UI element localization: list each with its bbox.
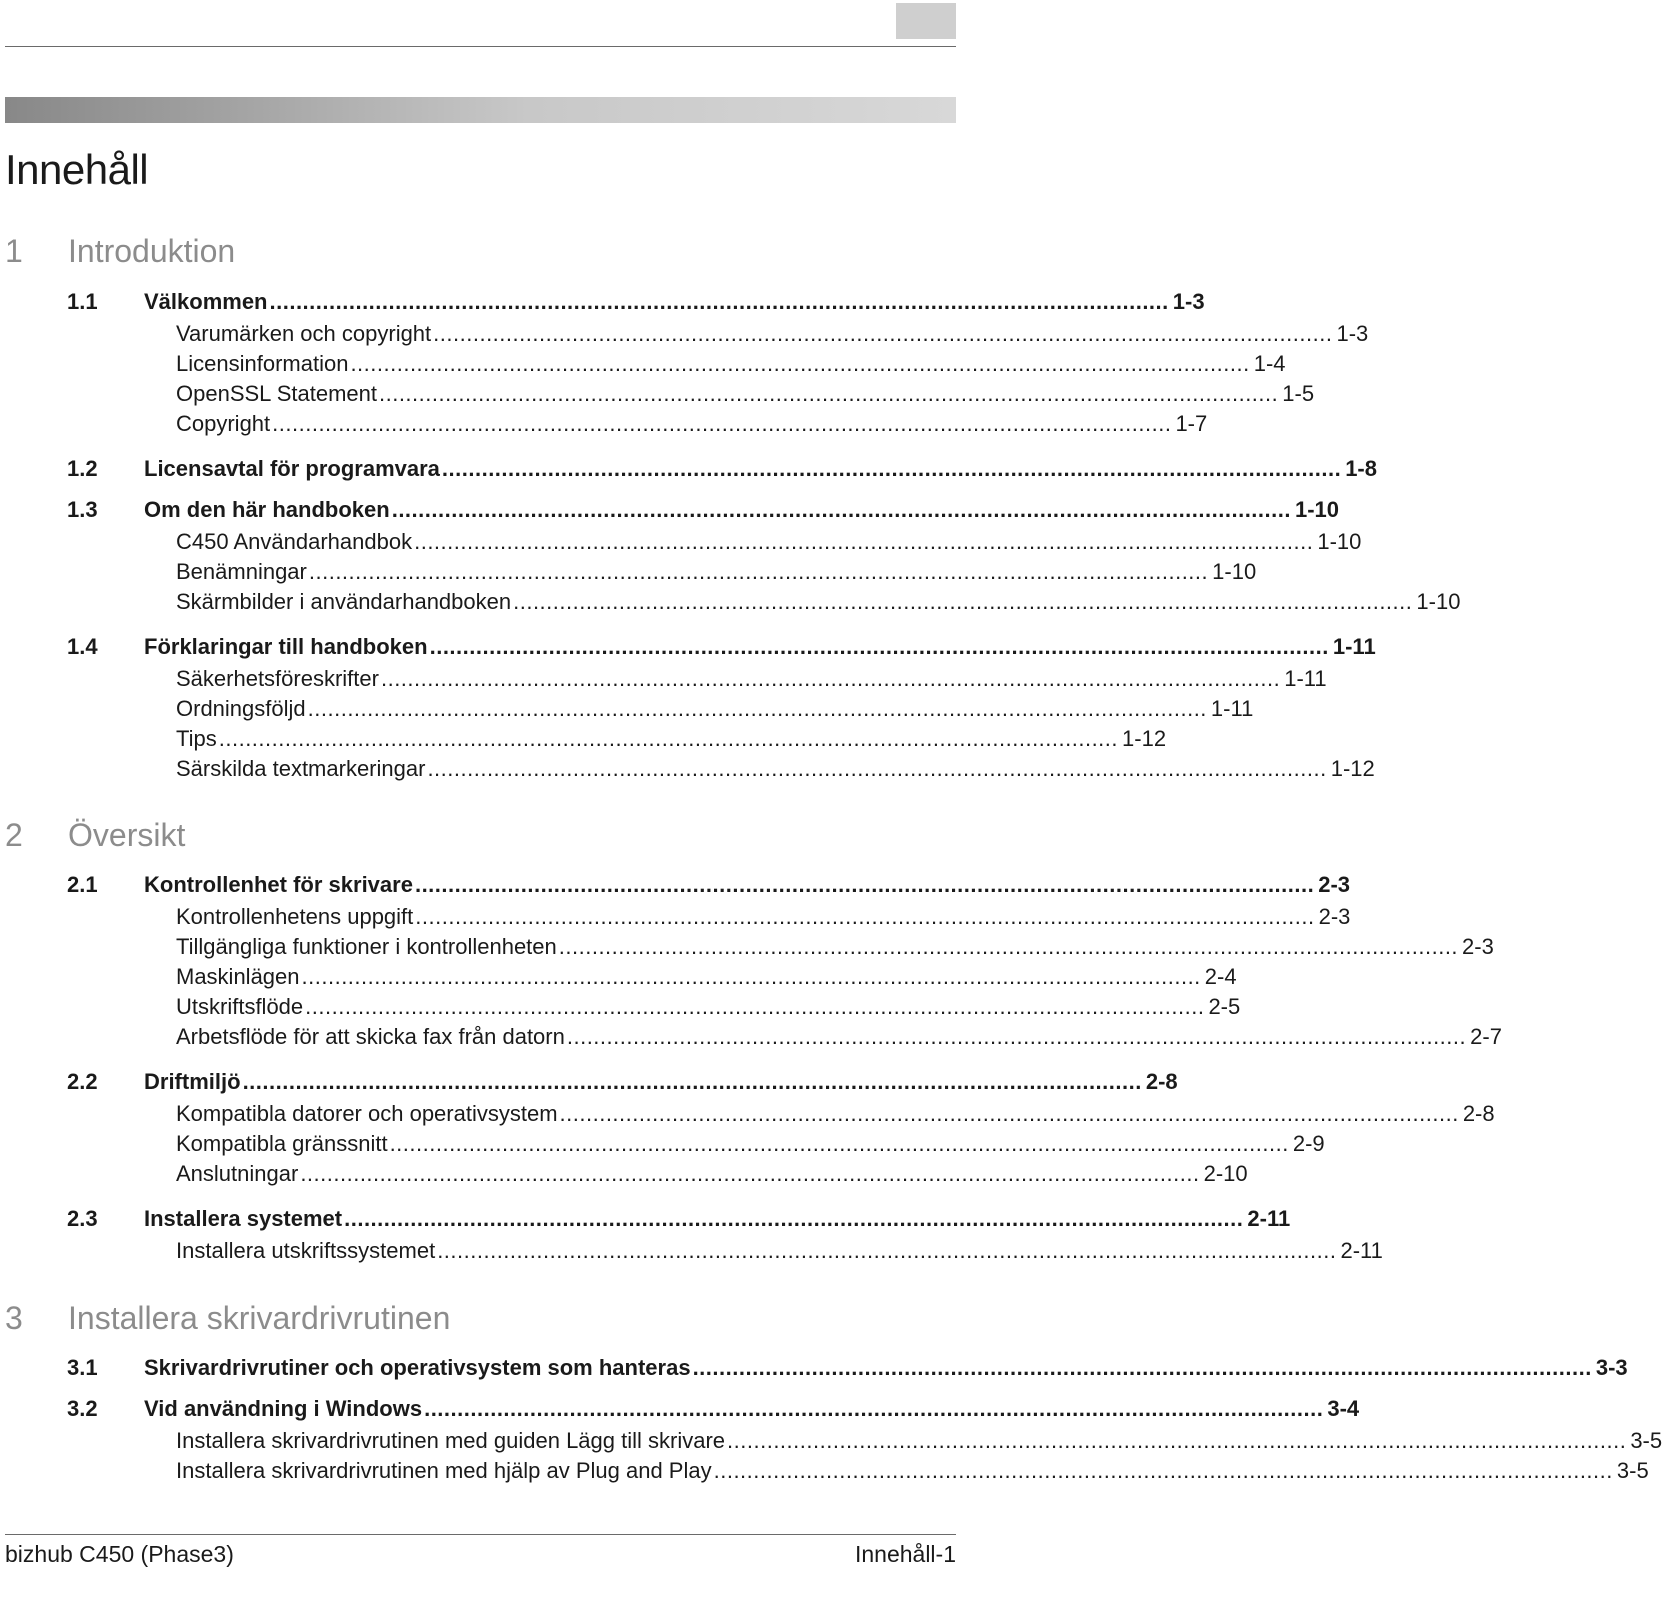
subsection-title: Kompatibla gränssnitt: [176, 1131, 388, 1156]
dot-leader: ........................................................................................................................................: [300, 1161, 1200, 1186]
toc-subsection-entry[interactable]: [176, 558, 1257, 586]
dot-leader: ........................................................................................................................................: [307, 696, 1207, 721]
section-title: Förklaringar till handboken: [144, 634, 428, 659]
toc-subsection-entry[interactable]: [176, 588, 1461, 616]
subsection-title: Utskriftsflöde: [176, 994, 304, 1019]
chapter-title: Introduktion: [68, 233, 236, 269]
subsection-title: Tips: [176, 726, 217, 751]
subsection-title: C450 Användarhandbok: [176, 529, 413, 554]
dot-leader: ........................................................................................................................................: [433, 321, 1333, 346]
page-number: 1-12: [1122, 726, 1167, 751]
toc-subsection-entry[interactable]: [176, 410, 1208, 438]
footer-page-number: Innehåll-1: [854, 1541, 956, 1567]
dot-leader: ........................................................................................................................................: [429, 634, 1329, 659]
page-number: 2-11: [1247, 1206, 1291, 1231]
page-number: 1-11: [1284, 666, 1327, 691]
dot-leader: ........................................................................................................................................: [558, 934, 1459, 959]
section-number: 2.3: [67, 1206, 98, 1231]
subsection-title: Skärmbilder i användarhandboken: [176, 589, 512, 614]
dot-leader: ........................................................................................................................................: [437, 1238, 1337, 1263]
dot-leader: ........................................................................................................................................: [272, 411, 1172, 436]
toc-section-entry[interactable]: [67, 496, 1340, 524]
toc-section-entry[interactable]: [67, 1068, 1178, 1096]
chapter-number: 2: [5, 817, 23, 853]
dot-leader: ........................................................................................................................................: [559, 1101, 1459, 1126]
page-number: 3-4: [1327, 1396, 1360, 1421]
section-number: 2.2: [67, 1069, 98, 1094]
dot-leader: ........................................................................................................................................: [218, 726, 1119, 751]
dot-leader: ........................................................................................................................................: [350, 351, 1250, 376]
toc-subsection-entry[interactable]: [176, 1160, 1248, 1188]
toc-section-entry[interactable]: [67, 455, 1377, 483]
chapter-number: 3: [5, 1300, 23, 1336]
page-number: 2-4: [1204, 964, 1237, 989]
page-number: 2-9: [1292, 1131, 1325, 1156]
toc-subsection-entry[interactable]: [176, 933, 1494, 961]
dot-leader: ........................................................................................................................................: [414, 529, 1314, 554]
subsection-title: OpenSSL Statement: [176, 381, 377, 406]
chapter-title: Översikt: [68, 817, 186, 853]
toc-subsection-entry[interactable]: [176, 755, 1375, 783]
subsection-title: Maskinlägen: [176, 964, 300, 989]
page-number: 2-3: [1462, 934, 1494, 959]
chapter-heading: [5, 815, 185, 855]
dot-leader: ........................................................................................................................................: [389, 1131, 1289, 1156]
page-number: 1-3: [1172, 289, 1205, 314]
dot-leader: ........................................................................................................................................: [380, 666, 1281, 691]
toc-section-entry[interactable]: [67, 288, 1205, 316]
page-number: 1-10: [1416, 589, 1461, 614]
subsection-title: Anslutningar: [176, 1161, 299, 1186]
dot-leader: ........................................................................................................................................: [301, 964, 1201, 989]
section-title: Kontrollenhet för skrivare: [144, 872, 413, 897]
toc-subsection-entry[interactable]: [176, 350, 1286, 378]
dot-leader: ........................................................................................................................................: [441, 456, 1342, 481]
dot-leader: ........................................................................................................................................: [414, 872, 1315, 897]
page-number: 3-5: [1616, 1458, 1649, 1483]
toc-subsection-entry[interactable]: [176, 695, 1254, 723]
toc-section-entry[interactable]: [67, 871, 1351, 899]
chapter-heading: [5, 1298, 450, 1338]
page-number: 2-10: [1203, 1161, 1248, 1186]
section-number: 1.2: [67, 456, 98, 481]
toc-subsection-entry[interactable]: [176, 725, 1167, 753]
toc-subsection-entry[interactable]: [176, 1457, 1649, 1485]
subsection-title: Installera utskriftssystemet: [176, 1238, 436, 1263]
dot-leader: ........................................................................................................................................: [308, 559, 1209, 584]
section-title: Driftmiljö: [144, 1069, 241, 1094]
page-number: 1-7: [1175, 411, 1208, 436]
section-title: Vid användning i Windows: [144, 1396, 423, 1421]
page-title: Innehåll: [5, 146, 149, 193]
page-number: 1-10: [1294, 497, 1340, 522]
toc-subsection-entry[interactable]: [176, 380, 1315, 408]
toc-subsection-entry[interactable]: [176, 903, 1351, 931]
dot-leader: ........................................................................................................................................: [344, 1206, 1244, 1231]
dot-leader: ........................................................................................................................................: [692, 1355, 1592, 1380]
section-number: 1.3: [67, 497, 98, 522]
chapter-title: Installera skrivardrivrutinen: [68, 1300, 451, 1336]
section-title: Välkommen: [144, 289, 268, 314]
page-number: 2-3: [1318, 904, 1351, 929]
page-number: 1-11: [1332, 634, 1376, 659]
page-number: 2-11: [1340, 1238, 1383, 1263]
page-number: 1-5: [1282, 381, 1315, 406]
subsection-title: Copyright: [176, 411, 271, 436]
page-number: 2-7: [1470, 1024, 1502, 1049]
toc-subsection-entry[interactable]: [176, 993, 1241, 1021]
page-number: 1-4: [1253, 351, 1286, 376]
chapter-heading: [5, 231, 235, 271]
section-title: Om den här handboken: [144, 497, 390, 522]
page-number: 1-10: [1317, 529, 1362, 554]
dot-leader: ........................................................................................................................................: [566, 1024, 1467, 1049]
dot-leader: ........................................................................................................................................: [269, 289, 1169, 314]
subsection-title: Säkerhetsföreskrifter: [176, 666, 379, 691]
subsection-title: Arbetsflöde för att skicka fax från datorn: [176, 1024, 565, 1049]
toc-section-entry[interactable]: [67, 1205, 1291, 1233]
dot-leader: ........................................................................................................................................: [305, 994, 1205, 1019]
subsection-title: Benämningar: [176, 559, 307, 584]
section-number: 3.2: [67, 1396, 98, 1421]
toc-subsection-entry[interactable]: [176, 1427, 1662, 1455]
toc-subsection-entry[interactable]: [176, 665, 1327, 693]
toc-subsection-entry[interactable]: [176, 320, 1369, 348]
section-title: Licensavtal för programvara: [144, 456, 440, 481]
toc-subsection-entry[interactable]: [176, 963, 1237, 991]
subsection-title: Tillgängliga funktioner i kontrollenheten: [176, 934, 557, 959]
section-number: 1.1: [67, 289, 98, 314]
dot-leader: ........................................................................................................................................: [415, 904, 1315, 929]
page-number: 1-3: [1336, 321, 1369, 346]
dot-leader: ........................................................................................................................................: [727, 1428, 1627, 1453]
footer-rule: [5, 1534, 956, 1535]
subsection-title: Licensinformation: [176, 351, 349, 376]
section-title: Skrivardrivrutiner och operativsystem som hanteras: [144, 1355, 691, 1380]
subsection-title: Ordningsföljd: [176, 696, 306, 721]
page-number: 1-12: [1330, 756, 1375, 781]
subsection-title: Varumärken och copyright: [176, 321, 432, 346]
toc-subsection-entry[interactable]: [176, 1023, 1502, 1051]
dot-leader: ........................................................................................................................................: [427, 756, 1327, 781]
toc-section-entry[interactable]: [67, 1395, 1360, 1423]
section-number: 3.1: [67, 1355, 98, 1380]
subsection-title: Kompatibla datorer och operativsystem: [176, 1101, 558, 1126]
toc-section-entry[interactable]: [67, 1354, 1628, 1382]
toc-subsection-entry[interactable]: [176, 1237, 1383, 1265]
subsection-title: Installera skrivardrivrutinen med guiden Lägg till skrivare: [176, 1428, 726, 1453]
subsection-title: Installera skrivardrivrutinen med hjälp av Plug and Play: [176, 1458, 712, 1483]
subsection-title: Kontrollenhetens uppgift: [176, 904, 414, 929]
page-number: 3-5: [1630, 1428, 1662, 1453]
toc-subsection-entry[interactable]: [176, 1130, 1325, 1158]
page-number: 1-8: [1345, 456, 1377, 481]
dot-leader: ........................................................................................................................................: [391, 497, 1291, 522]
section-title: Installera systemet: [144, 1206, 343, 1231]
page-number: 1-10: [1212, 559, 1257, 584]
subsection-title: Särskilda textmarkeringar: [176, 756, 426, 781]
dot-leader: ........................................................................................................................................: [242, 1069, 1142, 1094]
dot-leader: ........................................................................................................................................: [378, 381, 1279, 406]
toc-subsection-entry[interactable]: [176, 1100, 1495, 1128]
dot-leader: ........................................................................................................................................: [713, 1458, 1613, 1483]
section-number: 2.1: [67, 872, 98, 897]
page-number: 2-8: [1462, 1101, 1495, 1126]
section-number: 1.4: [67, 634, 98, 659]
dot-leader: ........................................................................................................................................: [424, 1396, 1324, 1421]
chapter-number: 1: [5, 233, 23, 269]
page-number: 1-11: [1210, 696, 1254, 721]
page-number: 2-5: [1208, 994, 1241, 1019]
footer-product-name: bizhub C450 (Phase3): [5, 1541, 234, 1567]
dot-leader: ........................................................................................................................................: [513, 589, 1413, 614]
page-number: 2-8: [1145, 1069, 1178, 1094]
toc-subsection-entry[interactable]: [176, 528, 1362, 556]
page-number: 3-3: [1595, 1355, 1628, 1380]
toc-section-entry[interactable]: [67, 633, 1376, 661]
page-number: 2-3: [1318, 872, 1351, 897]
